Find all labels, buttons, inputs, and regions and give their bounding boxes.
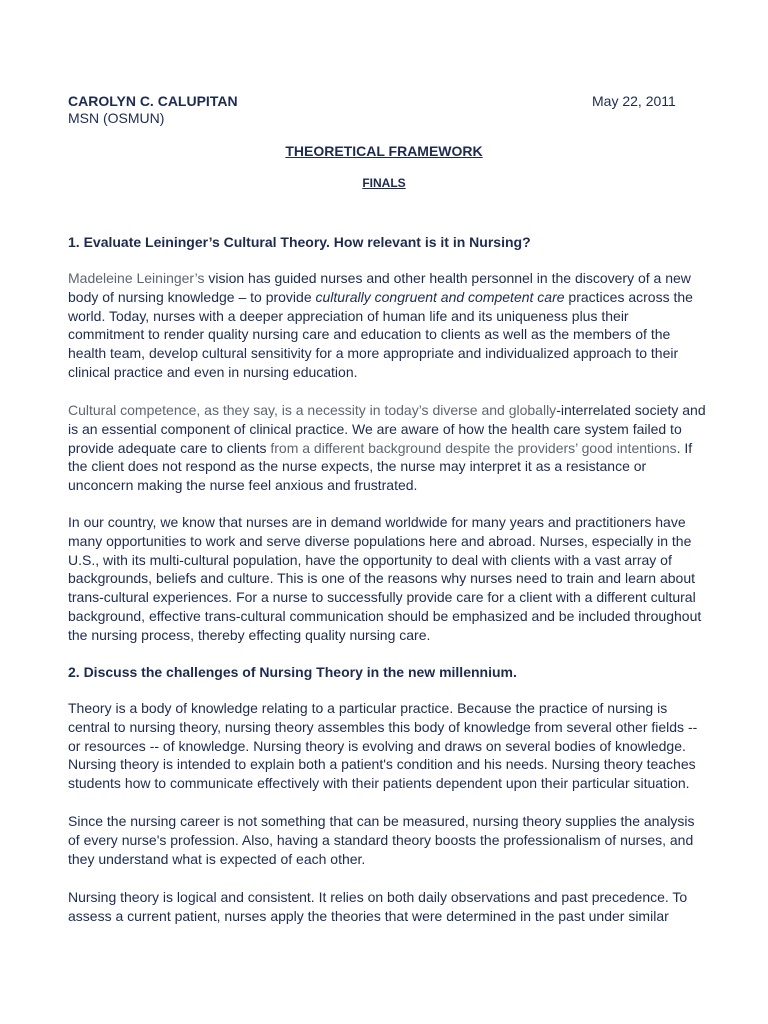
paragraph-1-1 bbox=[68, 269, 708, 382]
text-line: the client does not respond as the nurse expects, the nurse may interpret it as a resistance or bbox=[68, 458, 647, 475]
question-2: 2. Discuss the challenges of Nursing Theory in the new millennium. bbox=[68, 664, 517, 680]
text-run: -interrelated society and bbox=[556, 402, 706, 418]
question-1: 1. Evaluate Leininger’s Cultural Theory. How relevant is it in Nursing? bbox=[68, 234, 531, 250]
paragraph-2-2 bbox=[68, 812, 708, 868]
emphasis-text: culturally congruent and competent care bbox=[315, 288, 565, 305]
text-run: vision has guided nurses and other health personnel in the discovery of a new bbox=[204, 270, 691, 286]
text-line: unconcern making the nurse feel anxious and frustrated. bbox=[68, 477, 418, 494]
text-run: practices across the bbox=[564, 288, 693, 305]
text-line: assess a current patient, nurses apply the theories that were determined in the past under similar bbox=[68, 907, 669, 924]
text-line: Nursing theory is intended to explain both a patient's condition and his needs. Nursing theory teaches bbox=[68, 756, 696, 773]
text-run: Madeleine Leininger’s bbox=[68, 270, 205, 286]
text-run: from a different background despite the providers’ good intentions bbox=[270, 439, 677, 456]
text-line: clinical practice and even in nursing education. bbox=[68, 363, 358, 380]
text-line: backgrounds, beliefs and culture. This is one of the reasons why nurses need to train and learn about bbox=[68, 570, 696, 587]
author-name: CAROLYN C. CALUPITAN bbox=[68, 93, 238, 109]
text-line: of every nurse's profession. Also, having a standard theory boosts the professionalism of nurses, and bbox=[68, 831, 694, 848]
text-line: health team, develop cultural sensitivity for a more appropriate and individualized approach to their bbox=[68, 345, 679, 362]
text-line: Nursing theory is logical and consistent. It relies on both daily observations and past precedence. To bbox=[68, 889, 688, 905]
paragraph-1-3 bbox=[68, 513, 708, 645]
text-line: commitment to render quality nursing care and education to clients as well as the members of the bbox=[68, 326, 671, 343]
text-run: provide adequate care to clients bbox=[68, 439, 271, 456]
text-line: the nursing process, thereby effecting quality nursing care. bbox=[68, 626, 431, 643]
text-line: trans-cultural experiences. For a nurse to successfully provide care for a client with a different cultural bbox=[68, 589, 696, 606]
text-line: central to nursing theory, nursing theory assembles this body of knowledge from several other fields -- bbox=[68, 718, 698, 735]
text-run: body of nursing knowledge – to provide bbox=[68, 288, 316, 305]
document-title: THEORETICAL FRAMEWORK bbox=[285, 143, 483, 159]
text-line: many opportunities to work and serve diverse populations here and abroad. Nurses, especially in the bbox=[68, 532, 692, 549]
author-degree: MSN (OSMUN) bbox=[68, 110, 165, 126]
text-run: . If bbox=[676, 439, 693, 456]
text-line: or resources -- of knowledge. Nursing theory is evolving and draws on several bodies of knowledge. bbox=[68, 737, 686, 754]
text-run: Cultural competence, as they say, is a necessity in today’s diverse and globally bbox=[68, 402, 557, 418]
document-subtitle: FINALS bbox=[362, 176, 406, 190]
text-line: Since the nursing career is not something that can be measured, nursing theory supplies the analysis bbox=[68, 813, 695, 829]
text-line: Theory is a body of knowledge relating to a particular practice. Because the practice of nursing is bbox=[68, 700, 668, 716]
text-line: they understand what is expected of each other. bbox=[68, 850, 366, 867]
text-line: world. Today, nurses with a deeper appreciation of human life and its uniqueness plus their bbox=[68, 307, 629, 324]
text-line: students how to communicate effectively with their patients dependent upon their particular situation. bbox=[68, 775, 690, 792]
paragraph-2-3 bbox=[68, 888, 708, 926]
paragraph-2-1 bbox=[68, 699, 708, 793]
paragraph-1-2 bbox=[68, 401, 708, 495]
text-line: is an essential component of clinical practice. We are aware of how the health care system failed to bbox=[68, 420, 682, 437]
text-line: In our country, we know that nurses are in demand worldwide for many years and practitioners have bbox=[68, 514, 686, 530]
text-line: U.S., with its multi-cultural population, have the opportunity to deal with clients with a vast array of bbox=[68, 551, 672, 568]
text-line: background, effective trans-cultural communication should be emphasized and be included throughout bbox=[68, 607, 702, 624]
document-date: May 22, 2011 bbox=[592, 93, 676, 109]
